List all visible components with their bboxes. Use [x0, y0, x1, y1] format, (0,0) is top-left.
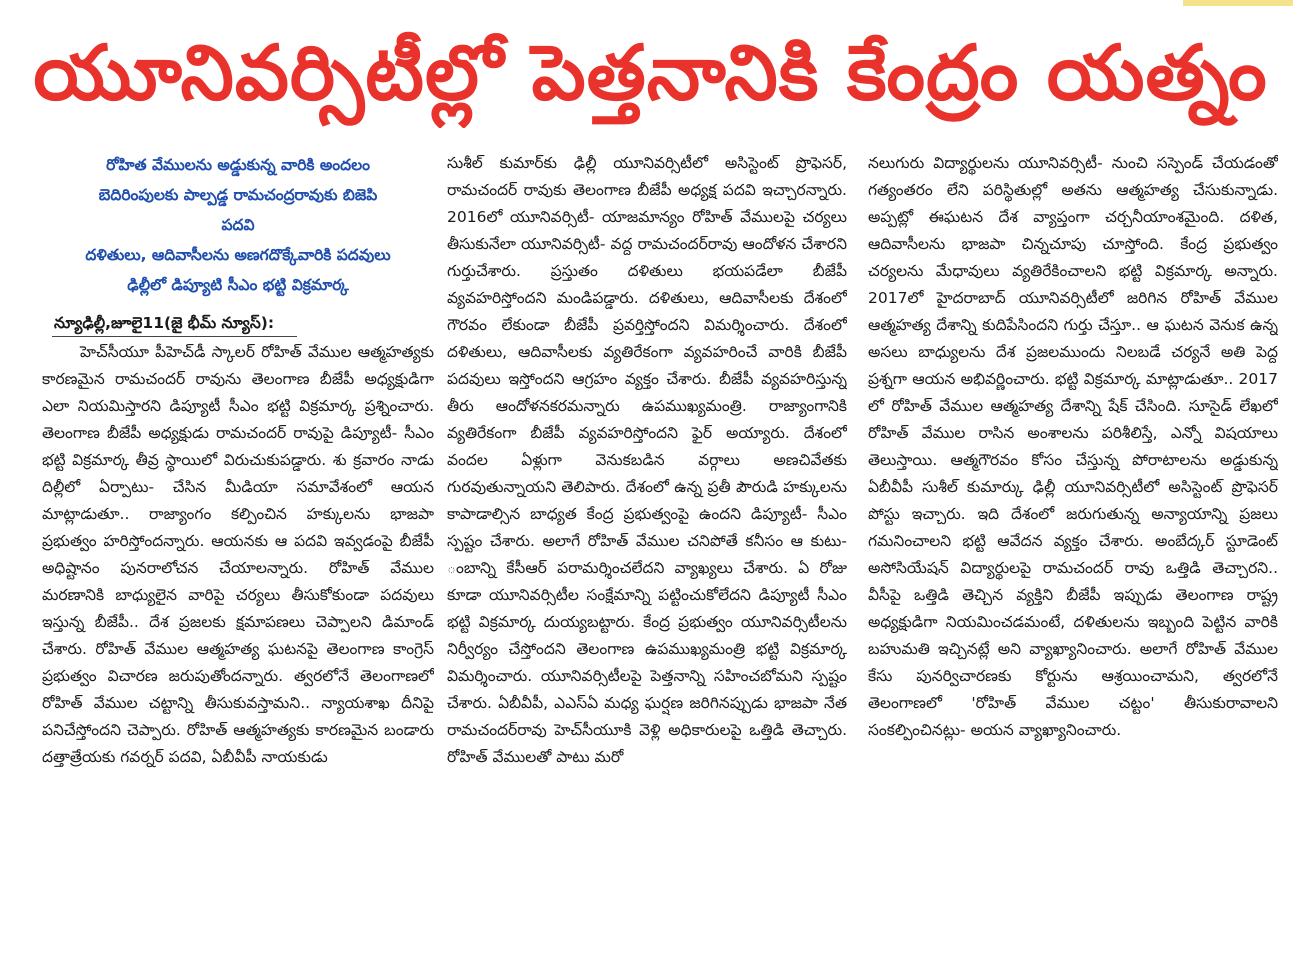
corner-mark [1183, 0, 1293, 6]
subhead-5: ఢిల్లీలో డిప్యూటి సీఎం భట్టి విక్రమార్క [127, 276, 349, 294]
subhead-3: పదవి [221, 216, 255, 234]
column-3 [868, 150, 1278, 930]
column-1-text: హెచ్‌సీయూ పీహెచ్‌డీ స్కాలర్ రోహిత్ వేముల ఆత్మహత్యకు కారణమైన రామచందర్ రావును తెలంగాణ బీజేపీ అధ్యక్షుడిగా ఎలా నియమిస్తారని డిప్యూటీ సీఎం భట్టి విక్రమార్క ప్రశ్నించారు. తెలంగాణ బీజేపీ అధ్యక్షుడు రామచందర్ రావుపై డిప్యూటీ- సీఎం భట్టి విక్రమార్క తీవ్ర స్థాయిలో విరుచుకుపడ్డారు. శు క్రవారం నాడు దిల్లీలో ఏర్పాటు- చేసిన మీడియా సమావేశంలో ఆయన మాట్లాడుతూ.. రాజ్యాంగం కల్పించిన హక్కులను భాజపా ప్రభుత్వం హరిస్తోందన్నారు. ఆయనకు ఆ పదవి ఇవ్వడంపై బీజేపీ అధిష్టానం పునరాలోచన చేయాలన్నారు. రోహిత్ వేముల మరణానికి బాధ్యులైన వారిపై చర్యలు తీసుకోకుండా పదవులు ఇస్తున్న బీజేపీ.. దేశ ప్రజలకు క్షమాపణలు చెప్పాలని డిమాండ్ చేశారు. రోహిత్ వేముల ఆత్మహత్య ఘటనపై తెలంగాణ కాంగ్రెస్ ప్రభుత్వం విచారణ జరుపుతోందన్నారు. త్వరలోనే తెలంగాణలో రోహిత్ వేముల చట్టాన్ని తీసుకువస్తామని.. న్యాయశాఖ దీనిపై పనిచేస్తోందని చెప్పారు. రోహిత్ ఆత్మహత్యకు కారణమైన బండారు దత్తాత్రేయకు గవర్నర్ పదవి, ఏబీవీపీ నాయకుడు [42, 343, 434, 766]
dateline: న్యూఢిల్లీ,జూలై11(జై భీమ్ న్యూస్): [54, 314, 275, 332]
column-3-text: నలుగురు విద్యార్థులను యూనివర్సిటీ- నుంచి సస్పెండ్ చేయడంతో గత్యంతరం లేని పరిస్థితుల్లో అతను ఆత్మహత్య చేసుకున్నాడు. అప్పట్లో ఈఘటన దేశ వ్యాప్తంగా చర్చనీయాంశమైంది. దళిత, ఆదివాసీలను భాజపా చిన్నచూపు చూస్తోంది. కేంద్ర ప్రభుత్వం చర్యలను మేధావులు వ్యతిరేకించాలని భట్టి విక్రమార్క అన్నారు. 2017లో హైదరాబాద్ యూనివర్సిటీలో జరిగిన రోహిత్ వేముల ఆత్మహత్య దేశాన్ని కుదిపేసిందని గుర్తు చేస్తూ.. ఆ ఘటన వెనుక ఉన్న అసలు బాధ్యులను దేశ ప్రజలముందు నిలబడే చర్యనే అతి పెద్ద ప్రశ్నగా ఆయన అభివర్ణించారు. భట్టి విక్రమార్క మాట్లాడుతూ.. 2017 లో రోహిత్ వేముల ఆత్మహత్య దేశాన్ని షేక్ చేసింది. సూసైడ్ లేఖలో రోహిత్ వేముల రాసిన అంశాలను పరిశీలిస్తే, ఎన్నో విషయాలు తెలుస్తాయి. ఆత్మగౌరవం కోసం చేస్తున్న పోరాటాలను అడ్డుకున్న ఏబీవీపీ సుశీల్ కుమార్కు ఢిల్లీ యూనివర్సిటీలో అసిస్టెంట్ ప్రొఫెసర్ పోస్టు ఇచ్చారు. ఇది దేశంలో జరుగుతున్న అన్యాయాన్ని ప్రజలు గమనించాలని భట్టి ఆవేదన వ్యక్తం చేశారు. అంబేద్కర్ స్టూడెంట్ అసోసియేషన్ విద్యార్థులపై రామచందర్ రావు ఒత్తిడి తెచ్చారని.. వీసీపై ఒత్తిడి తెచ్చిన వ్యక్తిని బీజేపీ ఇప్పుడు తెలంగాణ రాష్ట్ర అధ్యక్షుడిగా నియమించడమంటే, దళితులను ఇబ్బంది పెట్టిన వారికి బహుమతి ఇచ్చినట్లే అని వ్యాఖ్యానించారు. అలాగే రోహిత్ వేముల కేసు పునర్విచారణకు కోర్టును ఆశ్రయించామని, త్వరలోనే తెలంగాణలో 'రోహిత్ వేముల చట్టం' తీసుకురావాలని సంకల్పించినట్లు- అయన వ్యాఖ్యానించారు. [868, 154, 1278, 739]
headline: యూనివర్సిటీల్లో పెత్తనానికి కేంద్రం యత్నం [33, 28, 1268, 117]
subhead-2: బెదిరింపులకు పాల్పడ్డ రామచంద్రరావుకు బిజెపి [98, 186, 378, 204]
subhead-4: దళితులు, ఆదివాసీలను అణగదొక్కేవారికి పదవులు [85, 246, 391, 264]
column-2-text: సుశీల్ కుమార్‌కు ఢిల్లీ యూనివర్సిటీలో అసిస్టెంట్ ప్రొఫెసర్, రామచందర్ రావుకు తెలంగాణ బీజేపీ అధ్యక్ష పదవి ఇచ్చారన్నారు. 2016లో యూనివర్సిటీ- యాజమాన్యం రోహిత్ వేములపై చర్యలు తీసుకునేలా యూనివర్సిటీ- వద్ద రామచందర్‌రావు ఆందోళన చేశారని గుర్తుచేశారు. ప్రస్తుతం దళితులు భయపడేలా బీజేపీ వ్యవహరిస్తోందని మండిపడ్డారు. దళితులు, ఆదివాసీలకు దేశంలో గౌరవం లేకుండా బీజేపీ ప్రవర్తిస్తోందని విమర్శించారు. దేశంలో దళితులు, ఆదివాసీలకు వ్యతిరేకంగా వ్యవహరించే వారికి బీజేపీ పదవులు ఇస్తోందని ఆగ్రహం వ్యక్తం చేశారు. బీజేపీ వ్యవహరిస్తున్న తీరు ఆందోళనకరమన్నారు ఉపముఖ్యమంత్రి. రాజ్యాంగానికి వ్యతిరేకంగా బీజేపీ వ్యవహరిస్తోందని ఫైర్ అయ్యారు. దేశంలో వందల ఏళ్లుగా వెనుకబడిన వర్గాలు అణచివేతకు గురవుతున్నాయని తెలిపారు. దేశంలో ఉన్న ప్రతీ పౌరుడి హక్కులను కాపాడాల్సిన బాధ్యత కేంద్ర ప్రభుత్వంపై ఉందని డిప్యూటీ- సీఎం స్పష్టం చేశారు. అలాగే రోహిత్ వేముల చనిపోతే కనీసం ఆ కుటు- ంబాన్ని కేసీఆర్ పరామర్శించలేదని వ్యాఖ్యలు చేశారు. ఏ రోజు కూడా యూనివర్సిటీల సంక్షేమాన్ని పట్టించుకోలేదని డిప్యూటీ సీఎం భట్టి విక్రమార్క దుయ్యబట్టారు. కేంద్ర ప్రభుత్వం యూనివర్సిటీలను నిర్వీర్యం చేస్తోందని తెలంగాణ ఉపముఖ్యమంత్రి భట్టి విక్రమార్క విమర్శించారు. యూనివర్సిటీలపై పెత్తనాన్ని సహించబోమని స్పష్టం చేశారు. ఏబీవీపీ, ఎఎస్ఏ మధ్య ఘర్షణ జరిగినప్పుడు భాజపా నేత రామచందర్‌రావు హెచ్‌సీయూకి వెళ్లి అధికారులపై ఒత్తిడి తెచ్చారు. రోహిత్ వేములతో పాటు మరో [447, 154, 847, 766]
subhead-1: రోహిత వేములను అడ్డుకున్న వారికి అందలం [106, 156, 370, 174]
dateline-rule [52, 336, 297, 337]
column-1 [42, 150, 434, 950]
subheads [42, 150, 434, 300]
column-2 [447, 150, 847, 950]
